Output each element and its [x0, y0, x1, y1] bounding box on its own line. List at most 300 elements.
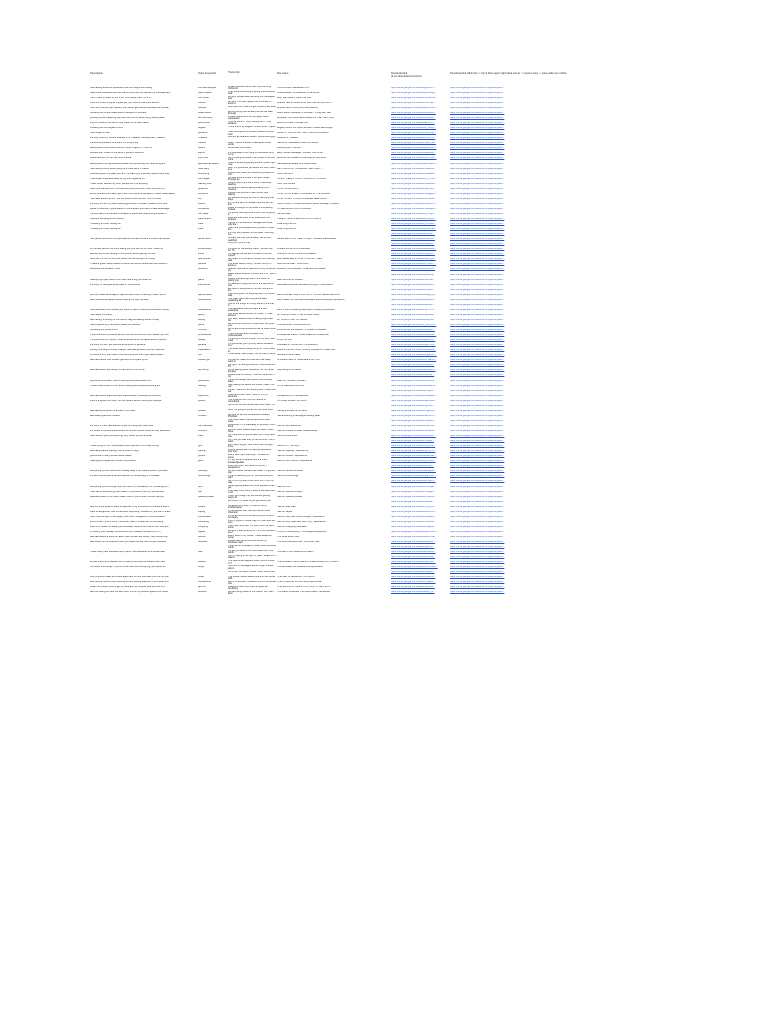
- keywords-cell: reading: [198, 384, 206, 387]
- download-link[interactable]: https://drive.google.com/file/d/1s7Z9nqE...: [391, 485, 436, 488]
- youtube-download-link[interactable]: https://drive.google.com/file/d/1Pf0f-ql3pFdoQk4F...: [450, 127, 505, 130]
- youtube-download-link[interactable]: https://drive.google.com/file/d/1Pf0f-ql3pFdoQk4F...: [450, 485, 505, 488]
- download-link[interactable]: https://drive.google.com/file/d/1RdIk9zqf...: [391, 152, 436, 155]
- youtube-download-link[interactable]: https://drive.google.com/file/d/1Pf0f-ql3pFdoQk4F...: [450, 303, 505, 306]
- youtube-download-link[interactable]: https://drive.google.com/file/d/1Pf0f-ql3pFdoQk4F...: [450, 147, 505, 150]
- download-link[interactable]: https://drive.google.com/file/d/1pFe0yJ4...: [391, 318, 436, 321]
- description-cell: Travelling to india, having fun: [90, 228, 122, 231]
- download-link[interactable]: https://drive.google.com/file/d/1Cw9fd3kH...: [391, 182, 438, 185]
- file-name-cell: Andrew Tate on Why Men Get Married: [277, 106, 318, 109]
- keywords-cell: shower: [198, 409, 206, 412]
- download-link[interactable]: https://drive.google.com/file/d/1wg4Ud0e...: [391, 399, 437, 402]
- download-link[interactable]: https://drive.google.com/file/d/13HfvVT4...: [391, 137, 436, 140]
- download-link[interactable]: https://drive.google.com/file/d/1b0KxeR3...: [391, 112, 436, 115]
- download-link[interactable]: https://drive.google.com/file/d/1L3ajyu_lq...: [391, 293, 437, 296]
- description-cell: I hate the gym, but I understand how important it is to stay strong: [90, 445, 159, 448]
- description-cell: I had a part underestimated by my first bugatti at 19: [90, 177, 145, 180]
- youtube-download-link[interactable]: https://drive.google.com/file/d/1Pf0f-ql3pFdoQk4F...: [450, 581, 505, 584]
- youtube-download-link[interactable]: https://drive.google.com/file/d/1Pf0f-ql3pFdoQk4F...: [450, 238, 505, 241]
- youtube-download-link[interactable]: https://drive.google.com/file/d/1Pf0f-ql3pFdoQk4F...: [450, 273, 505, 276]
- youtube-download-link[interactable]: https://drive.google.com/file/d/1Pf0f-ql3pFdoQk4F...: [450, 318, 505, 321]
- table-row: [90, 591, 716, 596]
- youtube-download-link[interactable]: https://drive.google.com/file/d/1Pf0f-ql3pFdoQk4F...: [450, 571, 505, 574]
- youtube-download-link[interactable]: https://drive.google.com/file/d/1Pf0f-ql3pFdoQk4F...: [450, 561, 505, 564]
- youtube-download-link[interactable]: https://drive.google.com/file/d/1Pf0f-ql3pFdoQk4F...: [450, 308, 505, 311]
- download-link[interactable]: https://drive.google.com/file/d/1HkPqvoR...: [391, 429, 437, 432]
- youtube-download-link[interactable]: https://drive.google.com/file/d/1Pf0f-ql3pFdoQk4F...: [450, 455, 505, 458]
- download-link[interactable]: https://drive.google.com/file/d/1eGLn_a...: [391, 591, 435, 594]
- youtube-download-link[interactable]: https://drive.google.com/file/d/1Pf0f-ql3pFdoQk4F...: [450, 91, 505, 94]
- download-link[interactable]: https://drive.google.com/file/d/1bg6Ua80...: [391, 313, 436, 316]
- download-link[interactable]: https://drive.google.com/file/d/1qN1mCqm...: [391, 530, 438, 533]
- youtube-download-link[interactable]: https://drive.google.com/file/d/1Pf0f-ql3pFdoQk4F...: [450, 263, 505, 266]
- download-link[interactable]: https://drive.google.com/file/d/1PeQ4lA...: [391, 288, 435, 291]
- youtube-download-link[interactable]: https://drive.google.com/file/d/1Pf0f-ql3pFdoQk4F...: [450, 233, 505, 236]
- download-link[interactable]: https://drive.google.com/file/d/1IdaS3hZ...: [391, 283, 436, 286]
- transcript-cell: You know almost whoso on those "If I was about a: [228, 313, 273, 318]
- youtube-download-link[interactable]: https://drive.google.com/file/d/1Pf0f-ql3pFdoQk4F...: [450, 515, 505, 518]
- transcript-cell: I guess that you don't want prove your beauty: [228, 191, 269, 197]
- description-cell: sportsman is a scam, there's nothing admirable about him: [90, 379, 152, 382]
- download-link[interactable]: https://drive.google.com/file/d/1DVTaeV3...: [391, 359, 437, 362]
- youtube-download-link[interactable]: https://drive.google.com/file/d/1Pf0f-ql3pFdoQk4F...: [450, 293, 505, 296]
- transcript-cell: I didn't expect you there sorry I was busy dealing: [228, 181, 272, 186]
- youtube-download-link[interactable]: https://drive.google.com/file/d/1Pf0f-ql3pFdoQk4F...: [450, 414, 505, 417]
- download-link[interactable]: https://drive.google.com/file/d/1rFvRXq2...: [391, 101, 436, 104]
- description-cell: vape is dangerous, how is that even surprising? Breathe in, you don't inhale: [90, 510, 171, 513]
- download-link[interactable]: https://drive.google.com/file/d/1ul3xGpG...: [391, 298, 436, 301]
- youtube-download-link[interactable]: https://drive.google.com/file/d/1Pf0f-ql3pFdoQk4F...: [450, 546, 505, 549]
- description-cell: Kickboxing will not make you rich, it'll teach you important lessons and help: [90, 172, 170, 175]
- file-name-cell: Mind Hacks for Unlimited Motivation and Destroying Depression: [277, 298, 345, 301]
- youtube-download-link[interactable]: https://drive.google.com/file/d/1Pf0f-ql3pFdoQk4F...: [450, 197, 505, 200]
- file-name-cell: Early Sunset Massage - Limited Time ONLY: [277, 152, 324, 155]
- download-link[interactable]: https://drive.google.com/file/d/1MxLp2Dk...: [391, 334, 437, 337]
- youtube-download-link[interactable]: https://drive.google.com/file/d/1Pf0f-ql3pFdoQk4F...: [450, 112, 505, 115]
- download-link[interactable]: https://drive.google.com/file/d/1eRrwbq5...: [391, 551, 436, 554]
- description-cell: I don't want to listen up my shirt, I'm Andrew Tate, I'm a G: [90, 96, 151, 99]
- download-link[interactable]: https://drive.google.com/file/d/1QnHiy7u...: [391, 450, 436, 453]
- description-cell: I have many cars because they're aren't individualized to a certain task: [90, 551, 165, 554]
- youtube-download-link[interactable]: https://drive.google.com/file/d/1Pf0f-ql3pFdoQk4F...: [450, 480, 505, 483]
- keywords-cell: first bugatti: [198, 177, 210, 180]
- download-link[interactable]: https://drive.google.com/file/d/1dM2s0b...: [391, 303, 435, 306]
- youtube-download-link[interactable]: https://drive.google.com/file/d/1Pf0f-ql3pFdoQk4F...: [450, 409, 505, 412]
- youtube-download-link[interactable]: https://drive.google.com/file/d/1Pf0f-ql3pFdoQk4F...: [450, 470, 505, 473]
- transcript-cell: Oh, I tell you well they on all the time. I don't want: [228, 439, 275, 444]
- download-link[interactable]: https://drive.google.com/file/d/1LcH8Vr...: [391, 465, 434, 468]
- download-link[interactable]: https://drive.google.com/file/d/1jTnPGsw...: [391, 223, 436, 226]
- file-name-cell: Sky Diving is for Nerds: [277, 369, 302, 372]
- youtube-download-link[interactable]: https://drive.google.com/file/d/1Pf0f-ql3pFdoQk4F...: [450, 117, 505, 120]
- download-link[interactable]: https://drive.google.com/file/d/1MhgkU5H...: [391, 354, 437, 357]
- youtube-download-link[interactable]: https://drive.google.com/file/d/1Pf0f-ql3pFdoQk4F...: [450, 435, 505, 438]
- youtube-download-link[interactable]: https://drive.google.com/file/d/1Pf0f-ql3pFdoQk4F...: [450, 223, 505, 226]
- download-link[interactable]: https://drive.google.com/file/d/1uRyTc5m...: [391, 475, 437, 478]
- download-link[interactable]: https://drive.google.com/file/d/1_9cFmVn...: [391, 324, 437, 326]
- youtube-download-link[interactable]: https://drive.google.com/file/d/1Pf0f-ql3pFdoQk4F...: [450, 586, 505, 589]
- download-link[interactable]: https://drive.google.com/file/d/1cgsCTz4...: [391, 344, 436, 347]
- download-link[interactable]: https://drive.google.com/file/d/1mM4KqTv...: [391, 202, 437, 205]
- keywords-cell: sportsman: [198, 379, 210, 382]
- download-link[interactable]: https://drive.google.com/file/d/1Bp2cWq...: [391, 556, 436, 559]
- download-link[interactable]: https://drive.google.com/file/d/1Qr8ZnX...: [391, 546, 435, 549]
- transcript-cell: Money that were gonna on the table I'm giving you: [228, 277, 270, 282]
- youtube-download-link[interactable]: https://drive.google.com/file/d/1Pf0f-ql3pFdoQk4F...: [450, 122, 505, 125]
- download-link[interactable]: https://drive.google.com/file/d/1RN9a0Eu...: [391, 394, 437, 397]
- download-link[interactable]: https://drive.google.com/file/d/1b_lr_VrXa...: [391, 177, 437, 180]
- youtube-download-link[interactable]: https://drive.google.com/file/d/1Pf0f-ql3pFdoQk4F...: [450, 228, 505, 231]
- keywords-cell: Celsius: [198, 142, 206, 145]
- youtube-download-link[interactable]: https://drive.google.com/file/d/1Pf0f-ql3pFdoQk4F...: [450, 530, 505, 533]
- keywords-cell: india: [198, 228, 204, 231]
- download-link[interactable]: https://drive.google.com/file/d/1ZxCgB4s...: [391, 525, 436, 528]
- download-link[interactable]: https://drive.google.com/file/d/1oFwKb3v...: [391, 424, 436, 427]
- transcript-cell: Every work in my house, I have weapons, some: [228, 535, 273, 540]
- youtube-download-link[interactable]: https://drive.google.com/file/d/1Pf0f-ql3pFdoQk4F...: [450, 218, 505, 221]
- download-link[interactable]: https://drive.google.com/file/d/1Wc3qFm...: [391, 480, 436, 483]
- youtube-download-link[interactable]: https://drive.google.com/file/d/1Pf0f-ql3pFdoQk4F...: [450, 374, 505, 377]
- file-name-cell: Porsche 911 RS Review - A HUGE PROBLEM: [277, 329, 327, 332]
- download-link[interactable]: https://drive.google.com/file/d/1d0jPJmK...: [391, 561, 436, 564]
- download-link[interactable]: https://drive.google.com/file/d/1BhzL5m...: [391, 233, 435, 236]
- table-body: [90, 86, 716, 596]
- youtube-download-link[interactable]: https://drive.google.com/file/d/1Pf0f-ql3pFdoQk4F...: [450, 152, 505, 155]
- download-link[interactable]: https://drive.google.com/file/d/1R7HbnrH...: [391, 263, 437, 266]
- file-name-cell: MAN LEARNED & HOW TO AVOID THEM: [277, 258, 323, 261]
- youtube-download-link[interactable]: https://drive.google.com/file/d/1Pf0f-ql3pFdoQk4F...: [450, 162, 505, 165]
- youtube-download-link[interactable]: https://drive.google.com/file/d/1Pf0f-ql3pFdoQk4F...: [450, 591, 505, 594]
- description-cell: making a girl pay have to the man beta thing you could be: [90, 278, 152, 281]
- download-link[interactable]: https://drive.google.com/file/d/1aS8Fmq...: [391, 273, 436, 276]
- download-link[interactable]: https://drive.google.com/file/d/1hQ2vRb...: [391, 404, 435, 407]
- download-link[interactable]: https://drive.google.com/file/d/1yP9Sv1k...: [391, 460, 436, 463]
- file-name-cell: Tate on Brother & Sister Relationships: [277, 429, 318, 432]
- download-link[interactable]: https://drive.google.com/file/d/1Tf6kMp...: [391, 440, 435, 443]
- youtube-download-link[interactable]: https://drive.google.com/file/d/1Pf0f-ql3pFdoQk4F...: [450, 329, 505, 332]
- transcript-cell: From the CDC. My name is Cocoa. I designed a: [228, 464, 267, 469]
- file-name-cell: The DANGERS of Adderall and Ayahuasca: [277, 566, 323, 569]
- youtube-download-link[interactable]: https://drive.google.com/file/d/1Pf0f-ql3pFdoQk4F...: [450, 142, 505, 145]
- download-link[interactable]: https://drive.google.com/file/d/1a6nmr3nk...: [391, 106, 437, 109]
- transcript-cell: We're talking about skydiving. So I've never jumped: [228, 368, 275, 373]
- description-cell: tate talking a shower on a plane, first class: [90, 409, 136, 412]
- youtube-download-link[interactable]: https://drive.google.com/file/d/1Pf0f-ql3pFdoQk4F...: [450, 369, 505, 372]
- description-cell: the fact that anyone at all still believes in numerology is a mistake: [90, 475, 160, 478]
- download-link[interactable]: https://drive.google.com/file/d/1e1Rm3P...: [391, 268, 436, 271]
- keywords-cell: free mind: [198, 157, 208, 160]
- download-link[interactable]: https://drive.google.com/file/d/1wCBnQd...: [391, 258, 436, 261]
- download-link[interactable]: https://drive.google.com/file/d/1Ktw1CCu...: [391, 510, 437, 513]
- download-link[interactable]: https://drive.google.com/file/d/1gsdv-nm...: [391, 339, 436, 342]
- youtube-download-link[interactable]: https://drive.google.com/file/d/1Pf0f-ql3pFdoQk4F...: [450, 525, 505, 528]
- description-cell: Tate reads the poetry: [90, 313, 113, 316]
- header-transcript: Transcript: [228, 71, 240, 74]
- keywords-cell: Israel Martin: [198, 112, 212, 115]
- youtube-download-link[interactable]: https://drive.google.com/file/d/1Pf0f-ql3pFdoQk4F...: [450, 551, 505, 554]
- keywords-cell: rebelion: [198, 591, 207, 594]
- keywords-cell: prime done: [198, 122, 210, 125]
- file-name-cell: Tate on Coca Cola: [277, 435, 297, 438]
- download-link[interactable]: https://drive.google.com/file/d/1gqz4i573...: [391, 86, 436, 89]
- file-name-cell: Tate on Fighting - Episode #9: [277, 450, 309, 453]
- transcript-cell: My favorite song of all time is that song that says: [228, 197, 274, 202]
- download-link[interactable]: https://drive.google.com/file/d/1Tu6ks2Kr...: [391, 167, 437, 170]
- download-link[interactable]: https://drive.google.com/file/d/1teKkPn8...: [391, 541, 436, 544]
- youtube-download-link[interactable]: https://drive.google.com/file/d/1Pf0f-ql3pFdoQk4F...: [450, 379, 505, 382]
- youtube-download-link[interactable]: https://drive.google.com/file/d/1Pf0f-ql3pFdoQk4F...: [450, 359, 505, 362]
- youtube-download-link[interactable]: https://drive.google.com/file/d/1Pf0f-ql3pFdoQk4F...: [450, 167, 505, 170]
- youtube-download-link[interactable]: https://drive.google.com/file/d/1Pf0f-ql3pFdoQk4F...: [450, 268, 505, 271]
- transcript-cell: In my cars were a mistake they are we run this: [228, 202, 273, 207]
- youtube-download-link[interactable]: https://drive.google.com/file/d/1Pf0f-ql3pFdoQk4F...: [450, 248, 505, 251]
- keywords-cell: airport: [198, 152, 205, 155]
- youtube-download-link[interactable]: https://drive.google.com/file/d/1Pf0f-ql3pFdoQk4F...: [450, 389, 505, 392]
- transcript-cell: I let go in the business manager and what why are: [228, 222, 273, 227]
- download-link[interactable]: https://drive.google.com/file/d/1N4eXaP...: [391, 500, 435, 503]
- download-link[interactable]: https://drive.google.com/file/d/1FS2z8Bb...: [391, 132, 436, 135]
- transcript-cell: If you fear always and never loss a buddy when: [228, 378, 272, 383]
- description-cell: Tate explains why the police raided his mansion: [90, 324, 141, 326]
- transcript-cell: We are living inside of the matrix, but I can't kind: [228, 590, 275, 595]
- youtube-download-link[interactable]: https://drive.google.com/file/d/1Pf0f-ql3pFdoQk4F...: [450, 182, 505, 185]
- youtube-download-link[interactable]: https://drive.google.com/file/d/1Pf0f-ql3pFdoQk4F...: [450, 132, 505, 135]
- download-link[interactable]: https://drive.google.com/file/d/1aw6Vt7r...: [391, 122, 435, 125]
- youtube-download-link[interactable]: https://drive.google.com/file/d/1Pf0f-ql3pFdoQk4F...: [450, 207, 505, 210]
- youtube-download-link[interactable]: https://drive.google.com/file/d/1Pf0f-ql3pFdoQk4F...: [450, 298, 505, 301]
- description-cell: coke doesn't give you anything, why would you drink coke?: [90, 435, 153, 438]
- youtube-download-link[interactable]: https://drive.google.com/file/d/1Pf0f-ql3pFdoQk4F...: [450, 500, 505, 503]
- transcript-cell: Oh I only with in gonna take this. I only need one: [228, 434, 275, 439]
- file-name-cell: Andrew Tate on Good Girls, and how can you find h: [277, 101, 332, 104]
- keywords-cell: shirt duvet: [198, 96, 210, 99]
- youtube-download-link[interactable]: https://drive.google.com/file/d/1Pf0f-ql3pFdoQk4F...: [450, 101, 505, 104]
- youtube-download-link[interactable]: https://drive.google.com/file/d/1Pf0f-ql3pFdoQk4F...: [450, 541, 505, 544]
- keywords-cell: exotic: [198, 253, 205, 256]
- download-link[interactable]: https://drive.google.com/file/d/1hRDnvXr...: [391, 414, 436, 417]
- description-cell: making guns illegal won't solve the problem: [90, 460, 137, 463]
- youtube-download-link[interactable]: https://drive.google.com/file/d/1Pf0f-ql3pFdoQk4F...: [450, 278, 505, 281]
- file-name-cell: Bend to Pursuit - Female GIF: [277, 122, 309, 125]
- youtube-download-link[interactable]: https://drive.google.com/file/d/1Pf0f-ql3pFdoQk4F...: [450, 283, 505, 286]
- youtube-download-link[interactable]: https://drive.google.com/file/d/1Pf0f-ql3pFdoQk4F...: [450, 344, 505, 347]
- description-cell: fruit isn't as nry as it more, the whole mark of a real man is controlling: [90, 520, 164, 523]
- download-link[interactable]: https://drive.google.com/file/d/1Hw2kLs...: [391, 571, 435, 574]
- youtube-download-link[interactable]: https://drive.google.com/file/d/1Pf0f-ql3pFdoQk4F...: [450, 450, 505, 453]
- transcript-cell: Do right, I'm acting a little bit. I feel a little bit. It's: [228, 363, 276, 368]
- download-link[interactable]: https://drive.google.com/file/d/1p0Ksw4a...: [391, 228, 436, 231]
- download-link[interactable]: https://drive.google.com/file/d/1A0e8Ld...: [391, 364, 435, 367]
- keywords-cell: shopping: [198, 525, 208, 528]
- youtube-download-link[interactable]: https://drive.google.com/file/d/1Pf0f-ql3pFdoQk4F...: [450, 510, 505, 513]
- download-link[interactable]: https://drive.google.com/file/d/1Pzqpw0m...: [391, 409, 437, 412]
- file-name-cell: BIGGEST MISTAKE MEN MAKE AS THEY GET OLD: [277, 117, 334, 120]
- youtube-download-link[interactable]: https://drive.google.com/file/d/1Pf0f-ql3pFdoQk4F...: [450, 505, 505, 508]
- youtube-download-link[interactable]: https://drive.google.com/file/d/1Pf0f-ql3pFdoQk4F...: [450, 137, 505, 140]
- keywords-cell: political: [198, 263, 206, 266]
- youtube-download-link[interactable]: https://drive.google.com/file/d/1Pf0f-ql3pFdoQk4F...: [450, 96, 505, 99]
- download-link[interactable]: https://drive.google.com/file/d/1eMwcSk4...: [391, 455, 437, 458]
- file-name-cell: How I Got Rich: [277, 172, 294, 175]
- download-link[interactable]: https://drive.google.com/file/d/1eRnMwPe...: [391, 162, 438, 165]
- youtube-download-link[interactable]: https://drive.google.com/file/d/1Pf0f-ql3pFdoQk4F...: [450, 535, 505, 538]
- description-cell: Tate bought a man: [90, 132, 110, 135]
- download-link[interactable]: https://drive.google.com/file/d/1KrFaU1w...: [391, 349, 436, 352]
- youtube-download-link[interactable]: https://drive.google.com/file/d/1Pf0f-ql3pFdoQk4F...: [450, 460, 505, 463]
- youtube-download-link[interactable]: https://drive.google.com/file/d/1Pf0f-ql3pFdoQk4F...: [450, 243, 505, 246]
- transcript-cell: We're gonna do something we've never done on: [228, 328, 276, 333]
- transcript-cell: Okay. That is a waste to talk about those some: [228, 141, 271, 146]
- youtube-download-link[interactable]: https://drive.google.com/file/d/1Pf0f-ql3pFdoQk4F...: [450, 475, 505, 478]
- youtube-download-link[interactable]: https://drive.google.com/file/d/1Pf0f-ql3pFdoQk4F...: [450, 429, 505, 432]
- keywords-cell: slot machines: [198, 424, 213, 427]
- youtube-download-link[interactable]: https://drive.google.com/file/d/1Pf0f-ql3pFdoQk4F...: [450, 339, 505, 342]
- file-name-cell: Aston Martin Vanquish S Ultimate - V-Log with Tate: [277, 112, 331, 115]
- youtube-download-link[interactable]: https://drive.google.com/file/d/1Pf0f-ql3pFdoQk4F...: [450, 334, 505, 337]
- transcript-cell: The system wants slaves some of this works with: [228, 575, 276, 580]
- youtube-download-link[interactable]: https://drive.google.com/file/d/1Pf0f-ql3pFdoQk4F...: [450, 556, 505, 559]
- download-link[interactable]: https://drive.google.com/file/d/1RTLwoJ3...: [391, 495, 437, 498]
- file-name-cell: BUGATTI FUR SPORT SPOTTED IN ROMANIA: [277, 132, 329, 135]
- youtube-download-link[interactable]: https://drive.google.com/file/d/1Pf0f-ql3pFdoQk4F...: [450, 86, 505, 89]
- youtube-download-link[interactable]: https://drive.google.com/file/d/1Pf0f-ql3pFdoQk4F...: [450, 324, 505, 326]
- transcript-cell: Not to be too wild Smells like Oreo hotel. I'm: [228, 403, 275, 406]
- youtube-download-link[interactable]: https://drive.google.com/file/d/1Pf0f-ql3pFdoQk4F...: [450, 313, 505, 316]
- transcript-cell: Don't like the gym, and I don't like the gym there: [228, 444, 273, 449]
- youtube-download-link[interactable]: https://drive.google.com/file/d/1Pf0f-ql3pFdoQk4F...: [450, 495, 505, 498]
- youtube-download-link[interactable]: https://drive.google.com/file/d/1Pf0f-ql3pFdoQk4F...: [450, 212, 505, 215]
- download-link[interactable]: https://drive.google.com/file/d/16I0Q2Pr...: [391, 253, 435, 256]
- description-cell: flexing, showing off luxury lifestyle, tate talking about how the rules are: [90, 349, 165, 352]
- download-link[interactable]: https://drive.google.com/file/d/1KKd3hBI...: [391, 117, 436, 120]
- download-link[interactable]: https://drive.google.com/file/d/1BxQvfnk...: [391, 445, 436, 448]
- download-link[interactable]: https://drive.google.com/file/d/1mrZqg2p4...: [391, 192, 437, 195]
- youtube-download-link[interactable]: https://drive.google.com/file/d/1Pf0f-ql3pFdoQk4F...: [450, 399, 505, 402]
- download-link[interactable]: https://drive.google.com/file/d/1HDb9gGu...: [391, 207, 437, 210]
- download-link[interactable]: https://drive.google.com/file/d/1Qwd6Tcj...: [391, 187, 436, 190]
- download-link[interactable]: https://drive.google.com/file/d/1Cfjlaz_oa...: [391, 142, 437, 145]
- download-link[interactable]: https://drive.google.com/file/d/1Sr2hQk...: [391, 374, 435, 377]
- download-link[interactable]: https://drive.google.com/file/d/1CkbDkEs...: [391, 172, 437, 175]
- transcript-cell: They know everything is going tremendously well: [228, 91, 276, 96]
- download-link[interactable]: https://drive.google.com/file/d/1ekpEQv8...: [391, 470, 436, 473]
- youtube-download-link[interactable]: https://drive.google.com/file/d/1Pf0f-ql3pFdoQk4F...: [450, 394, 505, 397]
- youtube-download-link[interactable]: https://drive.google.com/file/d/1Pf0f-ql3pFdoQk4F...: [450, 258, 505, 261]
- youtube-download-link[interactable]: https://drive.google.com/file/d/1Pf0f-ql3pFdoQk4F...: [450, 465, 505, 468]
- youtube-download-link[interactable]: https://drive.google.com/file/d/1Pf0f-ql3pFdoQk4F...: [450, 576, 505, 579]
- download-link[interactable]: https://drive.google.com/file/d/1emDOl3...: [391, 238, 435, 241]
- file-name-cell: HOW TO BE HAPPY: [277, 187, 300, 190]
- download-link[interactable]: https://drive.google.com/file/d/1dKk2Bn...: [391, 243, 435, 246]
- youtube-download-link[interactable]: https://drive.google.com/file/d/1Pf0f-ql3pFdoQk4F...: [450, 187, 505, 190]
- youtube-download-link[interactable]: https://drive.google.com/file/d/1Pf0f-ql3pFdoQk4F...: [450, 157, 505, 160]
- download-link[interactable]: https://drive.google.com/file/d/1l4NfwLX...: [391, 329, 435, 332]
- youtube-download-link[interactable]: https://drive.google.com/file/d/1Pf0f-ql3pFdoQk4F...: [450, 384, 505, 387]
- transcript-cell: Why don't you to buy: [228, 242, 251, 245]
- youtube-download-link[interactable]: https://drive.google.com/file/d/1Pf0f-ql3pFdoQk4F...: [450, 349, 505, 352]
- download-link[interactable]: https://drive.google.com/file/d/1aZ2qMPq...: [391, 384, 437, 387]
- download-link[interactable]: https://drive.google.com/file/d/1xGfr5MRt...: [391, 197, 437, 200]
- file-name-cell: The Art of Everything - The Bugatti Experience: [277, 530, 327, 533]
- download-link[interactable]: https://drive.google.com/file/d/1KxRsv02...: [391, 520, 436, 523]
- download-link[interactable]: https://drive.google.com/file/d/1kV7gZm...: [391, 389, 435, 392]
- transcript-cell: Merry Christmas. I decided to do a Christmas one: [228, 580, 276, 585]
- youtube-download-link[interactable]: https://drive.google.com/file/d/1Pf0f-ql3pFdoQk4F...: [450, 177, 505, 180]
- youtube-download-link[interactable]: https://drive.google.com/file/d/1Pf0f-ql3pFdoQk4F...: [450, 404, 505, 407]
- file-name-cell: Tate on Why Real Men Don't Cry - Episode #8: [277, 520, 326, 523]
- download-link[interactable]: https://drive.google.com/file/d/1bYd4pv3...: [391, 581, 436, 584]
- keywords-cell: ghosts: [198, 455, 206, 458]
- transcript-cell: It's only too possible not the least I sobbing me: [228, 232, 274, 237]
- download-link[interactable]: https://drive.google.com/file/d/1dZf0VcxE...: [391, 535, 437, 538]
- download-link[interactable]: https://drive.google.com/file/d/1bdUeGGt...: [391, 248, 437, 251]
- download-link[interactable]: https://drive.google.com/file/d/1kRuhL0J...: [391, 369, 436, 372]
- description-cell: tate talks about how shower gels are a complete rip off: [90, 359, 148, 362]
- youtube-download-link[interactable]: https://drive.google.com/file/d/1Pf0f-ql3pFdoQk4F...: [450, 419, 505, 422]
- youtube-download-link[interactable]: https://drive.google.com/file/d/1Pf0f-ql3pFdoQk4F...: [450, 490, 505, 493]
- description-cell: sparkling water is not man's water, even if you're such a drink that you: [90, 495, 164, 498]
- download-link[interactable]: https://drive.google.com/file/d/1Se7PTro...: [391, 308, 436, 311]
- youtube-download-link[interactable]: https://drive.google.com/file/d/1Pf0f-ql3pFdoQk4F...: [450, 106, 505, 109]
- file-name-cell: THE BIGGEST MISTAKE RICH MEN MAKE WITH GIRLS: [277, 561, 339, 564]
- description-cell: checking out the Bugatti Chiron: [90, 127, 124, 130]
- transcript-cell: I'm talking to a guy fat hell of the day and in rest: [228, 282, 274, 287]
- download-link[interactable]: https://drive.google.com/file/d/1kBbmP2V...: [391, 147, 437, 150]
- youtube-download-link[interactable]: https://drive.google.com/file/d/1Pf0f-ql3pFdoQk4F...: [450, 364, 505, 367]
- download-link[interactable]: https://drive.google.com/file/d/1s_r0Tgr8...: [391, 212, 436, 215]
- youtube-download-link[interactable]: https://drive.google.com/file/d/1Pf0f-ql3pFdoQk4F...: [450, 440, 505, 443]
- file-name-cell: Tate on Vapes: [277, 510, 293, 513]
- file-name-cell: POLICE RAID TATE MANSION: [277, 324, 311, 326]
- transcript-cell: Oh, I'm going to be sign in. Rain I swear so it wasn't: [228, 555, 276, 560]
- download-link[interactable]: https://drive.google.com/file/d/1n1vGqj4...: [391, 490, 435, 493]
- download-link[interactable]: https://drive.google.com/file/d/1rb0z5Sk...: [391, 278, 435, 281]
- keywords-cell: mentality: [198, 470, 208, 473]
- file-name-cell: Tate on Salt and Pepper: [277, 490, 303, 493]
- youtube-download-link[interactable]: https://drive.google.com/file/d/1Pf0f-ql3pFdoQk4F...: [450, 520, 505, 523]
- file-name-cell: Secrets to Blink Value: [277, 354, 301, 357]
- download-link[interactable]: https://drive.google.com/file/d/1xrG8cHs...: [391, 576, 436, 579]
- download-link[interactable]: https://drive.google.com/file/d/1xpPbL1q...: [391, 379, 436, 382]
- download-link[interactable]: https://drive.google.com/file/d/1H4B3kx4b...: [391, 96, 438, 99]
- youtube-download-link[interactable]: https://drive.google.com/file/d/1Pf0f-ql3pFdoQk4F...: [450, 253, 505, 256]
- download-link[interactable]: https://drive.google.com/file/d/1eVw9BFc...: [391, 515, 437, 518]
- download-link[interactable]: https://drive.google.com/file/d/1Y2u_dKv...: [391, 505, 436, 508]
- youtube-download-link[interactable]: https://drive.google.com/file/d/1Pf0f-ql3pFdoQk4F...: [450, 172, 505, 175]
- youtube-download-link[interactable]: https://drive.google.com/file/d/1Pf0f-ql3pFdoQk4F...: [450, 566, 505, 569]
- keywords-cell: Lamborghini: [198, 218, 212, 221]
- transcript-cell: So your work and didn't you just bought through go: [228, 176, 270, 181]
- youtube-download-link[interactable]: https://drive.google.com/file/d/1Pf0f-ql3pFdoQk4F...: [450, 445, 505, 448]
- youtube-download-link[interactable]: https://drive.google.com/file/d/1Pf0f-ql3pFdoQk4F...: [450, 202, 505, 205]
- youtube-download-link[interactable]: https://drive.google.com/file/d/1Pf0f-ql3pFdoQk4F...: [450, 288, 505, 291]
- download-link[interactable]: https://drive.google.com/file/d/1mG4pZx...: [391, 419, 436, 422]
- download-link[interactable]: https://drive.google.com/file/d/1Kbhb-hMm...: [391, 566, 438, 569]
- youtube-download-link[interactable]: https://drive.google.com/file/d/1Pf0f-ql3pFdoQk4F...: [450, 192, 505, 195]
- file-name-cell: The Matrix Predicted The Great Reset - Explained: [277, 591, 330, 594]
- keywords-cell: shower gel: [198, 359, 210, 362]
- download-link[interactable]: https://drive.google.com/file/d/1lfpx4a9Q8...: [391, 91, 437, 94]
- description-cell: growing up and realizing that men are not the same thing, adding team: [90, 117, 165, 120]
- file-name-cell: Generational Wealth is a Stupid Goal: [277, 162, 317, 165]
- download-link[interactable]: https://drive.google.com/file/d/1bxL9YBm...: [391, 157, 437, 160]
- youtube-download-link[interactable]: https://drive.google.com/file/d/1Pf0f-ql3pFdoQk4F...: [450, 354, 505, 357]
- download-link[interactable]: https://drive.google.com/file/d/13xkWrPL...: [391, 435, 436, 438]
- youtube-download-link[interactable]: https://drive.google.com/file/d/1Pf0f-ql3pFdoQk4F...: [450, 424, 505, 427]
- download-link[interactable]: https://drive.google.com/file/d/1f5ZcR3v...: [391, 586, 435, 589]
- download-link[interactable]: https://drive.google.com/file/d/1xo_BhpQ...: [391, 127, 437, 130]
- download-link[interactable]: https://drive.google.com/file/d/1BufVeQ3...: [391, 218, 436, 221]
